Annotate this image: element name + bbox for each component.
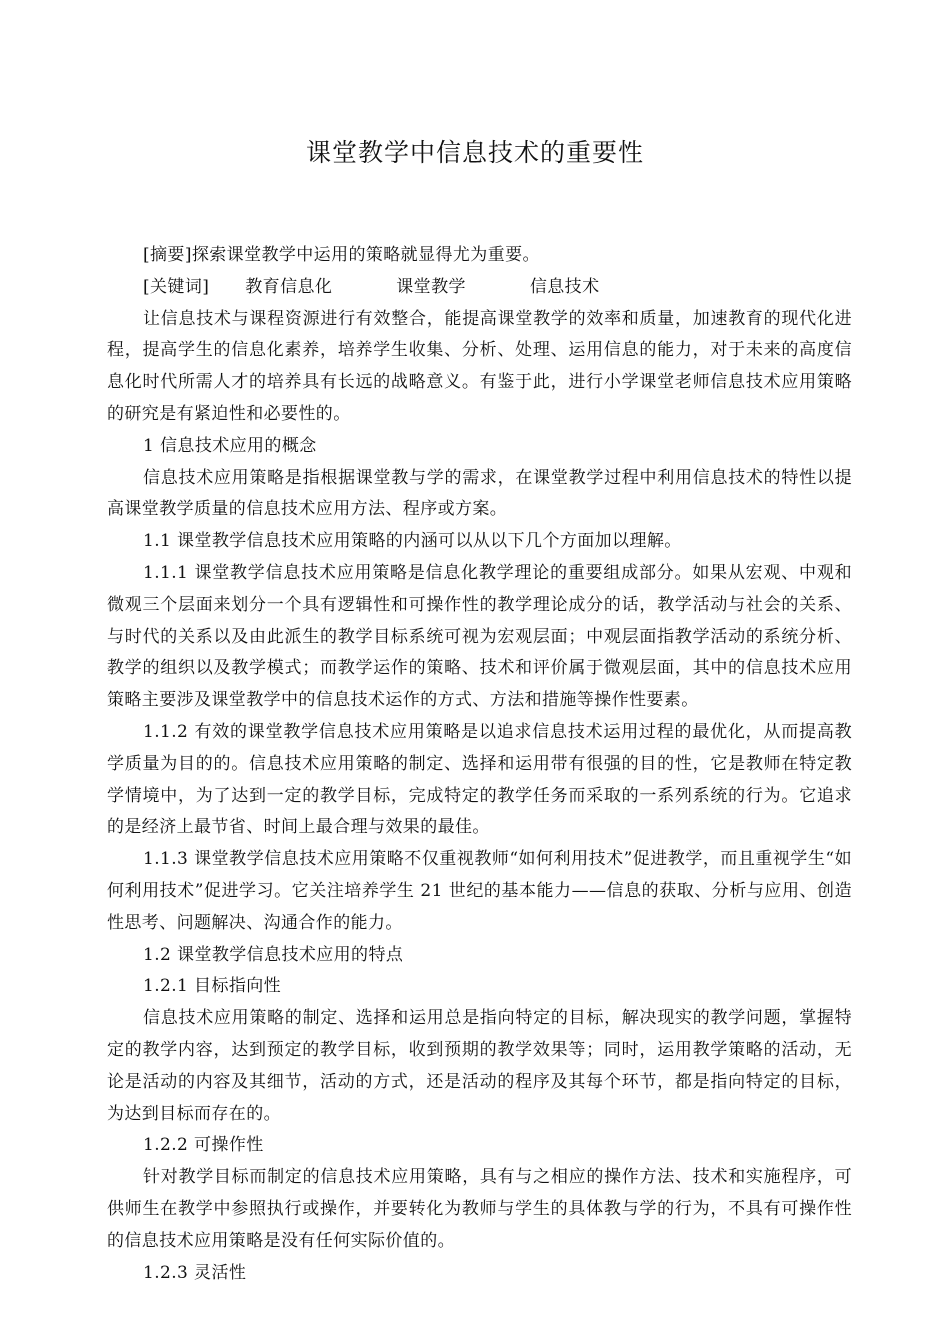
document-title: 课堂教学中信息技术的重要性 [305, 138, 644, 167]
document-body [107, 240, 852, 1289]
subsection-heading: 1.2 课堂教学信息技术应用的特点 [143, 944, 404, 965]
keyword: 教育信息化 [245, 276, 333, 297]
paragraph-intro: 让信息技术与课程资源进行有效整合，能提高课堂教学的效率和质量，加速教育的现代化进程，提高学生的信息化素养，培养学生收集、分析、处理、运用信息的能力，对于未来的高度信息化时代所需人才的培养具有长远的战略意义。有鉴于此，进行小学课堂老师信息技术应用策略的研究是有紧迫性和必要性的。 [107, 308, 852, 424]
subsection-heading: 1.1 课堂教学信息技术应用策略的内涵可以从以下几个方面加以理解。 [143, 531, 682, 552]
subsubsection-heading: 1.2.1 目标指向性 [143, 976, 282, 997]
keywords-label: [关键词] [143, 276, 210, 297]
keywords-line [107, 272, 852, 304]
subsubsection-heading: 1.2.3 灵活性 [143, 1262, 247, 1283]
paragraph: 1.1.2 有效的课堂教学信息技术应用策略是以追求信息技术运用过程的最优化，从而提高教学质量为目的的。信息技术应用策略的制定、选择和运用带有很强的目的性，它是教师在特定教学情境中，为了达到一定的教学目标，完成特定的教学任务而采取的一系列系统的行为。它追求的是经济上最节省、时间上最合理与效果的最佳。 [107, 721, 852, 838]
subsubsection-heading: 1.2.2 可操作性 [143, 1135, 264, 1156]
keyword: 课堂教学 [396, 276, 466, 297]
paragraph: 1.1.1 课堂教学信息技术应用策略是信息化教学理论的重要组成部分。如果从宏观、中观和微观三个层面来划分一个具有逻辑性和可操作性的教学理论成分的话，教学活动与社会的关系、与时代的关系以及由此派生的教学目标系统可视为宏观层面；中观层面指教学活动的系统分析、教学的组织以及教学模式；而教学运作的策略、技术和评价属于微观层面，其中的信息技术应用策略主要涉及课堂教学中的信息技术运作的方式、方法和措施等操作性要素。 [107, 562, 852, 711]
paragraph: 1.1.3 课堂教学信息技术应用策略不仅重视教师“如何利用技术”促进教学，而且重视学生“如何利用技术”促进学习。它关注培养学生 21 世纪的基本能力——信息的获取、分析与应用、创造性思考、问题解决、沟通合作的能力。 [107, 849, 852, 933]
paragraph: 信息技术应用策略的制定、选择和运用总是指向特定的目标，解决现实的教学问题，掌握特定的教学内容，达到预定的教学目标，收到预期的教学效果等；同时，运用教学策略的活动，无论是活动的内容及其细节，活动的方式，还是活动的程序及其每个环节，都是指向特定的目标，为达到目标而存在的。 [107, 1008, 852, 1124]
abstract: [摘要]探索课堂教学中运用的策略就显得尤为重要。 [143, 245, 540, 265]
section-heading: 1 信息技术应用的概念 [143, 435, 317, 456]
paragraph: 针对教学目标而制定的信息技术应用策略，具有与之相应的操作方法、技术和实施程序，可供师生在教学中参照执行或操作，并要转化为教师与学生的具体教与学的行为，不具有可操作性的信息技术应用策略是没有任何实际价值的。 [107, 1167, 852, 1251]
keyword: 信息技术 [529, 276, 600, 297]
paragraph: 信息技术应用策略是指根据课堂教与学的需求，在课堂教学过程中利用信息技术的特性以提高课堂教学质量的信息技术应用方法、程序或方案。 [107, 467, 852, 520]
